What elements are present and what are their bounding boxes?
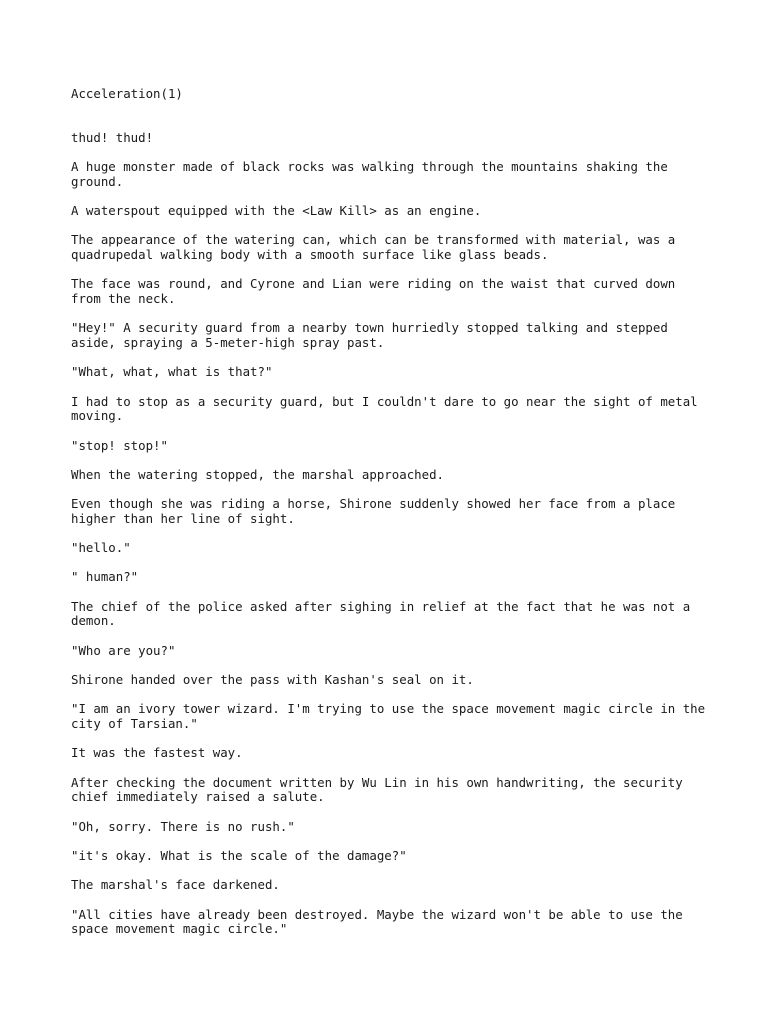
paragraph: Even though she was riding a horse, Shirone suddenly showed her face from a place higher than her line of sight. [71,496,683,526]
paragraph: "stop! stop!" [71,437,168,453]
paragraph: The chief of the police asked after sighing in relief at the fact that he was not a demon. [71,598,698,629]
paragraph: " human?" [71,569,139,585]
paragraph: "I am an ivory tower wizard. I'm trying to use the space movement magic circle in the city of Tarsian." [71,701,713,732]
chapter-title: Acceleration(1) [71,86,183,101]
document-page [71,87,711,952]
paragraph: A huge monster made of black rocks was walking through the mountains shaking the ground. [71,159,676,189]
paragraph: "Hey!" A security guard from a nearby town hurriedly stopped talking and stepped aside, spraying a 5-meter-high spray past. [71,320,676,350]
paragraph: "hello." [71,540,131,556]
paragraph: Shirone handed over the pass with Kashan's seal on it. [71,672,474,688]
paragraph: "it's okay. What is the scale of the damage?" [71,847,407,863]
paragraph: The appearance of the watering can, which can be transformed with material, was a quadrupedal walking body with a smooth surface like glass beads. [71,232,683,262]
paragraph: "Oh, sorry. There is no rush." [71,818,295,834]
paragraph: I had to stop as a security guard, but I couldn't dare to go near the sight of metal moving. [71,393,706,424]
paragraph: "Who are you?" [71,642,176,658]
paragraph: After checking the document written by Wu Lin in his own handwriting, the security chief immediately raised a salute. [71,774,691,805]
paragraph: "What, what, what is that?" [71,364,273,380]
paragraph: The marshal's face darkened. [71,877,280,893]
paragraph: thud! thud! [71,129,154,145]
paragraph: It was the fastest way. [71,745,243,761]
paragraph: The face was round, and Cyrone and Lian were riding on the waist that curved down from the neck. [71,276,683,306]
paragraph: A waterspout equipped with the <Law Kill> as an engine. [71,203,482,218]
paragraph: "All cities have already been destroyed. Maybe the wizard won't be able to use the space movement magic circle." [71,906,691,937]
paragraph: When the watering stopped, the marshal approached. [71,466,444,482]
